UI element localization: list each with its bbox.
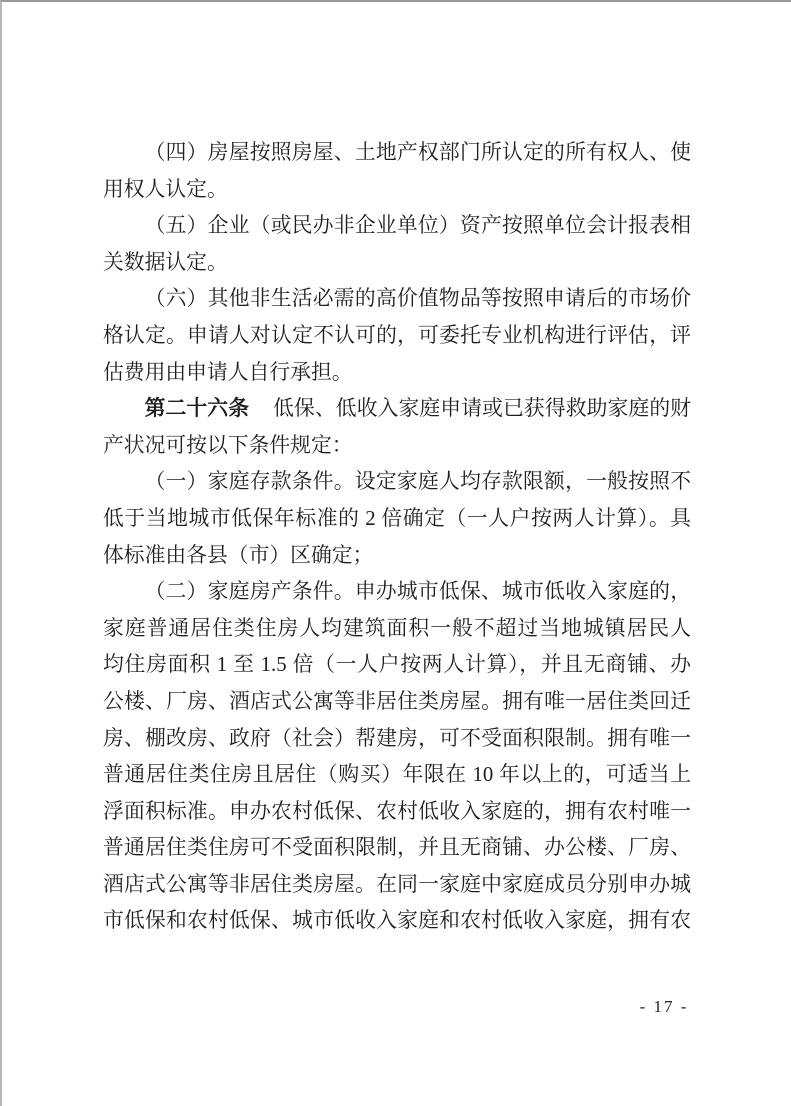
article-26-text: 低保、低收入家庭申请或已获得救助家庭的财 [273, 397, 692, 421]
item-2-line: 家庭普通居住类住房人均建筑面积一般不超过当地城镇居民人 [103, 616, 691, 640]
item-1-line: （一）家庭存款条件。设定家庭人均存款限额，一般按照不 [144, 470, 691, 494]
page-number: - 17 - [639, 997, 689, 1016]
paragraph-6-line: 估费用由申请人自行承担。 [103, 360, 353, 384]
item-2-line: 酒店式公寓等非居住类房屋。在同一家庭中家庭成员分别申办城 [103, 872, 691, 896]
article-26-heading-line [103, 391, 691, 428]
item-2-line: 均住房面积 1 至 1.5 倍（一人户按两人计算），并且无商铺、办 [103, 653, 691, 677]
article-26-heading-line: 产状况可按以下条件规定： [103, 433, 353, 457]
item-2-line: 普通居住类住房且居住（购买）年限在 10 年以上的，可适当上 [103, 763, 691, 787]
item-1-line: 体标准由各县（市）区确定； [103, 543, 374, 567]
paragraph-4-line: （四）房屋按照房屋、土地产权部门所认定的所有权人、使 [144, 141, 691, 164]
item-2-line: （二）家庭房产条件。申办城市低保、城市低收入家庭的， [144, 580, 691, 604]
document-body [103, 135, 691, 940]
item-2-line: 市低保和农村低保、城市低收入家庭和农村低收入家庭，拥有农 [103, 909, 691, 933]
item-2-line: 普通居住类住房可不受面积限制，并且无商铺、办公楼、厂房、 [103, 836, 691, 860]
item-2-line: 浮面积标准。申办农村低保、农村低收入家庭的，拥有农村唯一 [103, 799, 691, 823]
paragraph-6-line: （六）其他非生活必需的高价值物品等按照申请后的市场价 [144, 287, 691, 311]
paragraph-6-line: 格认定。申请人对认定不认可的，可委托专业机构进行评估，评 [103, 323, 691, 347]
item-2-line: 房、棚改房、政府（社会）帮建房，可不受面积限制。拥有唯一 [103, 726, 691, 750]
paragraph-4-line: 用权人认定。 [103, 177, 228, 201]
item-2-line: 公楼、厂房、酒店式公寓等非居住类房屋。拥有唯一居住类回迁 [103, 689, 691, 713]
article-26-term: 第二十六条 [144, 397, 250, 421]
paragraph-5-line: 关数据认定。 [103, 250, 228, 274]
item-1-line: 低于当地城市低保年标准的 2 倍确定（一人户按两人计算）。具 [103, 506, 691, 530]
paragraph-5-line: （五）企业（或民办非企业单位）资产按照单位会计报表相 [144, 214, 691, 238]
